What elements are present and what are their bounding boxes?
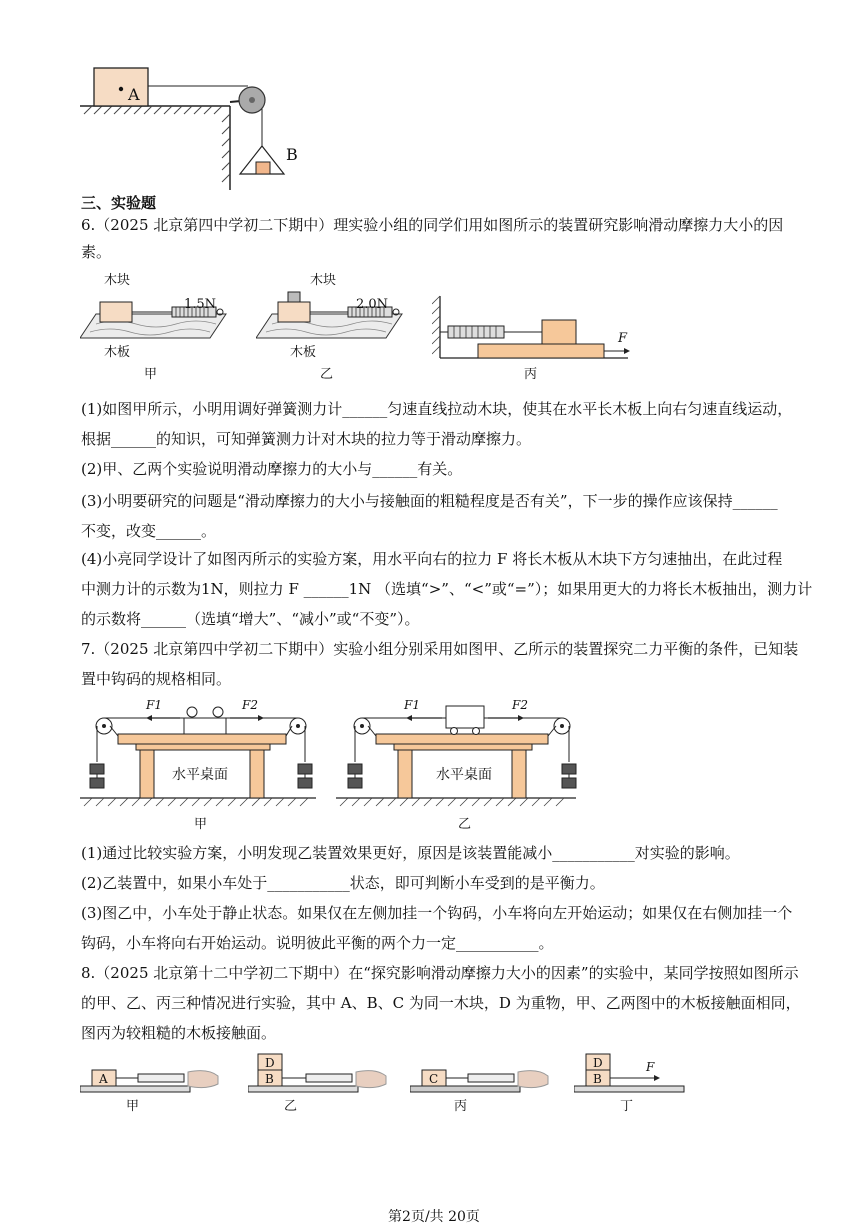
q6-figure-jia [80, 272, 230, 382]
q7-stem-line1: 7.（2025 北京第四中学初二下期中）实验小组分别采用如图甲、乙所示的装置探究二力平衡的条件，已知装 [81, 640, 799, 658]
q6-part2: (2)甲、乙两个实验说明滑动摩擦力的大小与______有关。 [81, 460, 463, 478]
q8-figure-bing [410, 1050, 554, 1116]
q6-jia-block-label: 木块 [104, 273, 131, 288]
q6-yi-caption: 乙 [320, 367, 334, 382]
q8-bing-block: C [429, 1072, 439, 1086]
q8-jia-block: A [99, 1072, 108, 1086]
q6-jia-caption: 甲 [144, 367, 158, 382]
label-b: B [286, 145, 298, 164]
pulley-figure [80, 62, 320, 192]
q8-stem-line1: 8.（2025 北京第十二中学初二下期中）在“探究影响滑动摩擦力大小的因素”的实验中，某同学按照如图所示 [81, 964, 799, 982]
q6-jia-reading: 1.5N [184, 297, 217, 312]
q6-part4-line1: (4)小亮同学设计了如图丙所示的实验方案，用水平向右的拉力 F 将长木板从木块下方匀速抽出，在此过程 [81, 550, 783, 568]
q7-part2: (2)乙装置中，如果小车处于___________状态，即可判断小车受到的是平衡力。 [81, 874, 605, 892]
q6-figure-bing [432, 292, 632, 384]
q8-ding-top: D [593, 1056, 603, 1070]
q7-part3-line1: (3)图乙中，小车处于静止状态。如果仅在左侧加挂一个钩码，小车将向左开始运动；如果仅在右侧加挂一个 [81, 904, 793, 922]
q8-yi-top: D [265, 1056, 275, 1070]
q6-part1-line1: (1)如图甲所示，小明用调好弹簧测力计______匀速直线拉动木块，使其在水平长木板上向右匀速直线运动， [81, 400, 793, 418]
q8-stem-line2: 的甲、乙、丙三种情况进行实验，其中 A、B、C 为同一木块，D 为重物，甲、乙两图中的木板接触面相同， [81, 994, 801, 1012]
q6-part4-line2: 中测力计的示数为1N，则拉力 F ______1N （选填“>”、“<”或“=”）；如果用更大的力将长木板抽出，测力计 [81, 580, 813, 598]
q8-figure-yi [248, 1050, 388, 1116]
q7-stem-line2: 置中钩码的规格相同。 [81, 670, 232, 688]
q8-jia-caption: 甲 [126, 1099, 140, 1114]
q8-yi-bottom: B [265, 1072, 274, 1086]
q8-ding-bottom: B [593, 1072, 602, 1086]
q7-part1: (1)通过比较实验方案，小明发现乙装置效果更好，原因是该装置能减小___________对实验的影响。 [81, 844, 740, 862]
q6-jia-board-label: 木板 [104, 345, 131, 360]
q6-part4-line3: 的示数将______（选填“增大”、“减小”或“不变”）。 [81, 610, 420, 628]
q6-part3-line2: 不变，改变______。 [81, 522, 217, 540]
q6-yi-block-label: 木块 [310, 273, 337, 288]
q8-figure-ding [574, 1050, 690, 1116]
q7-jia-f2: F2 [242, 698, 258, 712]
q6-yi-board-label: 木板 [290, 345, 317, 360]
q7-yi-f1: F1 [404, 698, 420, 712]
section-title: 三、实验题 [81, 194, 157, 212]
q6-yi-reading: 2.0N [356, 297, 389, 312]
q6-stem-line2: 素。 [81, 243, 112, 261]
q6-bing-force-label: F [618, 331, 628, 346]
q7-yi-f2: F2 [512, 698, 528, 712]
q6-stem-line1: 6.（2025 北京第四中学初二下期中）理实验小组的同学们用如图所示的装置研究影响滑动摩擦力大小的因 [81, 216, 784, 234]
q6-part3-line1: (3)小明要研究的问题是“滑动摩擦力的大小与接触面的粗糙程度是否有关”，下一步的操作应该保持______ [81, 492, 778, 510]
q8-stem-line3: 图丙为较粗糙的木板接触面。 [81, 1024, 277, 1042]
q6-figure-yi [256, 272, 406, 382]
q7-jia-caption: 甲 [194, 817, 208, 832]
q7-part3-line2: 钩码，小车将向右开始运动。说明彼此平衡的两个力一定___________。 [81, 934, 554, 952]
q7-yi-table-label: 水平桌面 [436, 767, 492, 783]
q8-bing-caption: 丙 [454, 1099, 468, 1114]
q7-jia-table-label: 水平桌面 [172, 767, 228, 783]
q6-part1-line2: 根据______的知识，可知弹簧测力计对木块的拉力等于滑动摩擦力。 [81, 430, 532, 448]
q8-ding-force: F [646, 1060, 655, 1074]
q7-jia-f1: F1 [146, 698, 162, 712]
q8-ding-caption: 丁 [620, 1099, 634, 1114]
q7-yi-caption: 乙 [458, 817, 472, 832]
page-footer: 第2页/共 20页 [388, 1209, 480, 1225]
q7-figure-yi [336, 696, 580, 834]
q8-yi-caption: 乙 [284, 1099, 298, 1114]
q8-figure-jia [80, 1050, 220, 1116]
label-a: A [128, 85, 140, 104]
q6-bing-caption: 丙 [524, 367, 538, 382]
q7-figure-jia [80, 696, 320, 834]
